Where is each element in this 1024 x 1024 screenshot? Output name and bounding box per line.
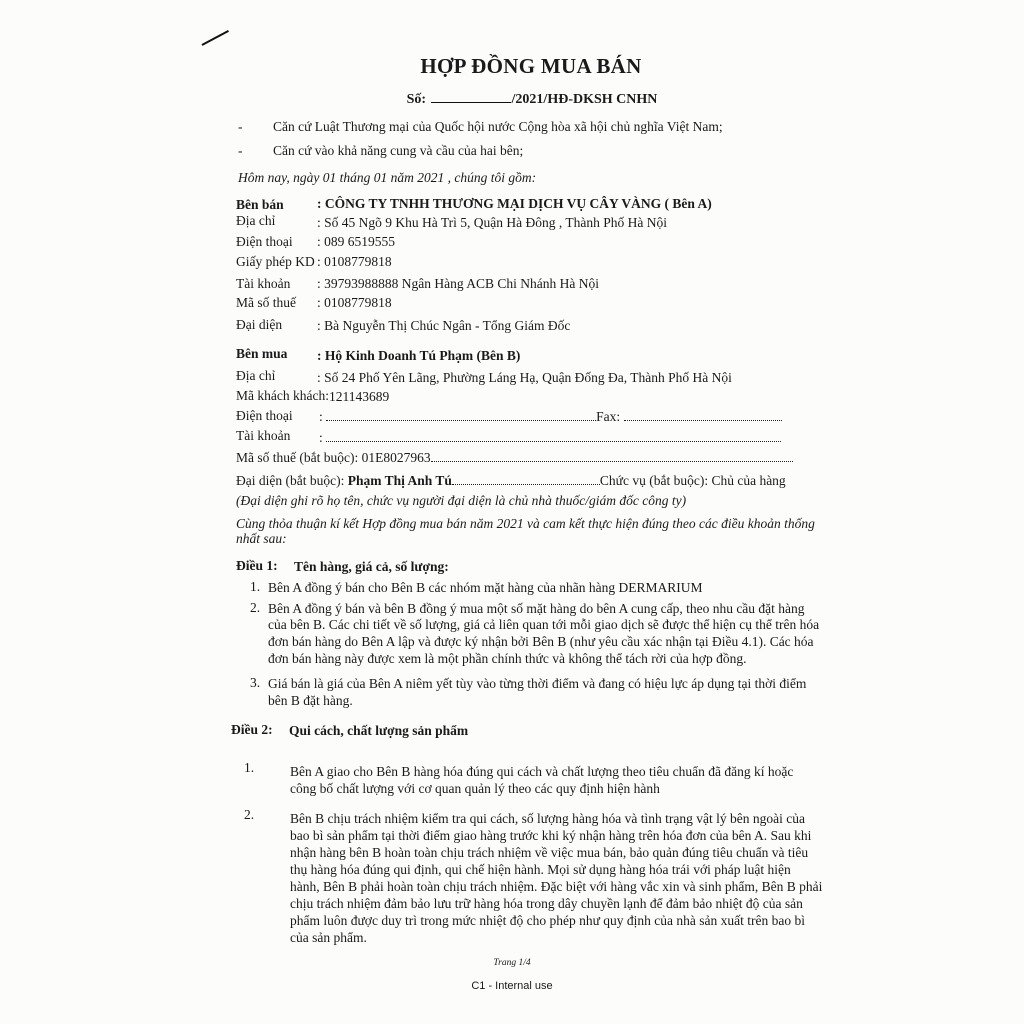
article-1-item-num: 2. <box>250 600 261 615</box>
buyer-account-label: Tài khoản <box>236 428 291 443</box>
buyer-tax: 01E8027963 <box>361 450 431 465</box>
buyer-tax-line <box>236 450 793 466</box>
bullet-mark: - <box>238 119 243 134</box>
article-1-item-num: 1. <box>250 579 261 594</box>
seller-license-label: Giấy phép KD <box>236 254 315 269</box>
article-2-item-1-line: công bố chất lượng với cơ quan quản lý theo các quy định hiện hành <box>290 781 660 796</box>
article-2-item-1-line: Bên A giao cho Bên B hàng hóa đúng qui cách và chất lượng theo tiêu chuẩn đã đăng kí hoặc <box>290 764 794 779</box>
buyer-address: : Số 24 Phố Yên Lãng, Phường Láng Hạ, Quận Đống Đa, Thành Phố Hà Nội <box>317 370 732 385</box>
agreement-line-1: Cùng thỏa thuận kí kết Hợp đồng mua bán năm 2021 và cam kết thực hiện đúng theo các điều khoản thống <box>236 516 815 531</box>
seller-license: : 0108779818 <box>317 254 392 269</box>
article-2-item-2-line: thụ hàng hóa đúng qui định, qui chế hiện hành. Mọi sử dụng hàng hóa trái với pháp luật hiện <box>290 862 791 877</box>
seller-phone-label: Điện thoại <box>236 234 293 249</box>
article-1-number: Điều 1: <box>236 558 278 573</box>
seller-rep-label: Đại diện <box>236 317 283 332</box>
seller-tax: : 0108779818 <box>317 295 392 310</box>
seller-account-label: Tài khoản <box>236 276 291 291</box>
date-line: Hôm nay, ngày 01 tháng 01 năm 2021 , chúng tôi gồm: <box>238 170 537 185</box>
article-2-item-num: 2. <box>244 807 255 822</box>
article-2-item-2-line: hành, Bên B phải hoàn toàn chịu trách nhiệm. Đặc biệt với hàng vắc xin và sinh phẩm, Bên B phải <box>290 879 823 894</box>
agreement-line-2: nhất sau: <box>236 531 287 546</box>
buyer-address-label: Địa chỉ <box>236 368 276 383</box>
buyer-tax-blank[interactable] <box>431 450 793 462</box>
contract-number-suffix: /2021/HĐ-DKSH CNHN <box>511 92 658 107</box>
customer-code-label: Mã khách khách: <box>236 388 329 403</box>
seller-address-label: Địa chỉ <box>236 213 276 228</box>
contract-number-prefix: Số: <box>406 92 427 107</box>
preamble-bullet-2: Căn cứ vào khả năng cung và cầu của hai bên; <box>273 143 524 158</box>
buyer-phone-colon: : <box>319 409 323 424</box>
seller-label: Bên bán <box>236 197 284 212</box>
article-1-item-2-line: đơn bán hàng do Bên A lập và được ký nhận bởi Bên B (như yêu cầu xác nhận tại Điều 4.1). Các hóa <box>268 634 814 649</box>
buyer-account-line[interactable] <box>319 430 781 446</box>
contract-number-blank <box>431 90 511 103</box>
buyer-position-label: Chức vụ (bắt buộc): <box>599 473 709 488</box>
article-2-item-num: 1. <box>244 760 255 775</box>
pen-mark <box>202 30 229 46</box>
buyer-phone-label: Điện thoại <box>236 408 293 423</box>
page-number: Trang 1/4 <box>493 958 531 968</box>
buyer-tax-label: Mã số thuế (bắt buộc): <box>236 450 359 465</box>
article-2-item-2-line: nhận hàng bên B hoàn toàn chịu trách nhiệm về việc mua bán, bảo quản đúng tiêu chuẩn và tiêu <box>290 845 809 860</box>
seller-account: : 39793988888 Ngân Hàng ACB Chi Nhánh Hà Nội <box>317 276 599 291</box>
article-2-item-2-line: của sản phẩm. <box>290 930 367 945</box>
document-title: HỢP ĐỒNG MUA BÁN <box>420 54 642 78</box>
buyer-phone-line[interactable] <box>319 409 782 425</box>
classification-label: C1 - Internal use <box>471 980 553 992</box>
article-2-item-2-line: bao bì sản phẩm tại thời điểm giao hàng trước khi ký nhận hàng trên hóa đơn của bên A. Sau khi <box>290 828 812 843</box>
buyer-phone-blank[interactable] <box>326 409 596 421</box>
article-2-item-2-line: phẩm luôn được duy trì trong mức nhiệt độ cho phép như quy định của nhà sản xuất trên bao bì <box>290 913 805 928</box>
buyer-label: Bên mua <box>236 346 288 361</box>
buyer-account-blank[interactable] <box>326 430 781 442</box>
seller-name: : CÔNG TY TNHH THƯƠNG MẠI DỊCH VỤ CÂY VÀNG ( Bên A) <box>317 196 712 211</box>
seller-tax-label: Mã số thuế <box>236 295 296 310</box>
article-1-item-num: 3. <box>250 675 261 690</box>
article-2-item-2-line: chịu trách nhiệm đảm bảo lưu trữ hàng hóa trong dây chuyền lạnh để đảm bảo nhiệt độ của sản <box>290 896 803 911</box>
buyer-rep: Phạm Thị Anh Tú <box>347 473 452 488</box>
rep-note: (Đại diện ghi rõ họ tên, chức vụ người đại diện là chủ nhà thuốc/giám đốc công ty) <box>236 493 687 508</box>
article-2-title: Qui cách, chất lượng sản phẩm <box>289 723 469 738</box>
article-1-item-2-line: của bên B. Các chi tiết về số lượng, giá cả liên quan tới mỗi giao dịch sẽ được thể hiện cụ thể trên hóa <box>268 617 820 632</box>
preamble-bullet-1: Căn cứ Luật Thương mại của Quốc hội nước Cộng hòa xã hội chủ nghĩa Việt Nam; <box>273 119 723 134</box>
article-1-item-2-line: đơn bán hàng này được xem là một phần chính thức và không thể tách rời của hợp đồng. <box>268 651 747 666</box>
article-1-item-2-line: Bên A đồng ý bán và bên B đồng ý mua một số mặt hàng do bên A cung cấp, theo nhu cầu đặt hàng <box>268 601 805 616</box>
article-1-item-1-line: Bên A đồng ý bán cho Bên B các nhóm mặt hàng của nhãn hàng DERMARIUM <box>268 580 703 595</box>
article-2-item-2-line: Bên B chịu trách nhiệm kiểm tra qui cách, số lượng hàng hóa và tình trạng vật lý bên ngoài của <box>290 811 805 826</box>
seller-rep: : Bà Nguyễn Thị Chúc Ngân - Tổng Giám Đốc <box>317 318 571 333</box>
buyer-fax-label: Fax: <box>596 409 621 424</box>
buyer-rep-blank[interactable] <box>452 473 600 485</box>
article-1-item-3-line: Giá bán là giá của Bên A niêm yết tùy vào từng thời điểm và đang có hiệu lực áp dụng tại thời điểm <box>268 676 807 691</box>
article-2-number: Điều 2: <box>231 722 273 737</box>
article-1-item-3-line: bên B đặt hàng. <box>268 693 353 708</box>
buyer-rep-line <box>236 473 786 489</box>
contract-number <box>0 90 1024 108</box>
buyer-rep-label: Đại diện (bắt buộc): <box>236 473 345 488</box>
customer-code: 121143689 <box>329 389 390 404</box>
bullet-mark: - <box>238 143 243 158</box>
buyer-position: Chủ của hàng <box>711 473 786 488</box>
seller-address: : Số 45 Ngõ 9 Khu Hà Trì 5, Quận Hà Đông , Thành Phố Hà Nội <box>317 215 667 230</box>
buyer-fax-blank[interactable] <box>624 409 782 421</box>
seller-phone: : 089 6519555 <box>317 234 396 249</box>
buyer-account-colon: : <box>319 430 323 445</box>
article-1-title: Tên hàng, giá cả, số lượng: <box>294 559 449 574</box>
buyer-name: : Hộ Kinh Doanh Tú Phạm (Bên B) <box>317 348 521 363</box>
